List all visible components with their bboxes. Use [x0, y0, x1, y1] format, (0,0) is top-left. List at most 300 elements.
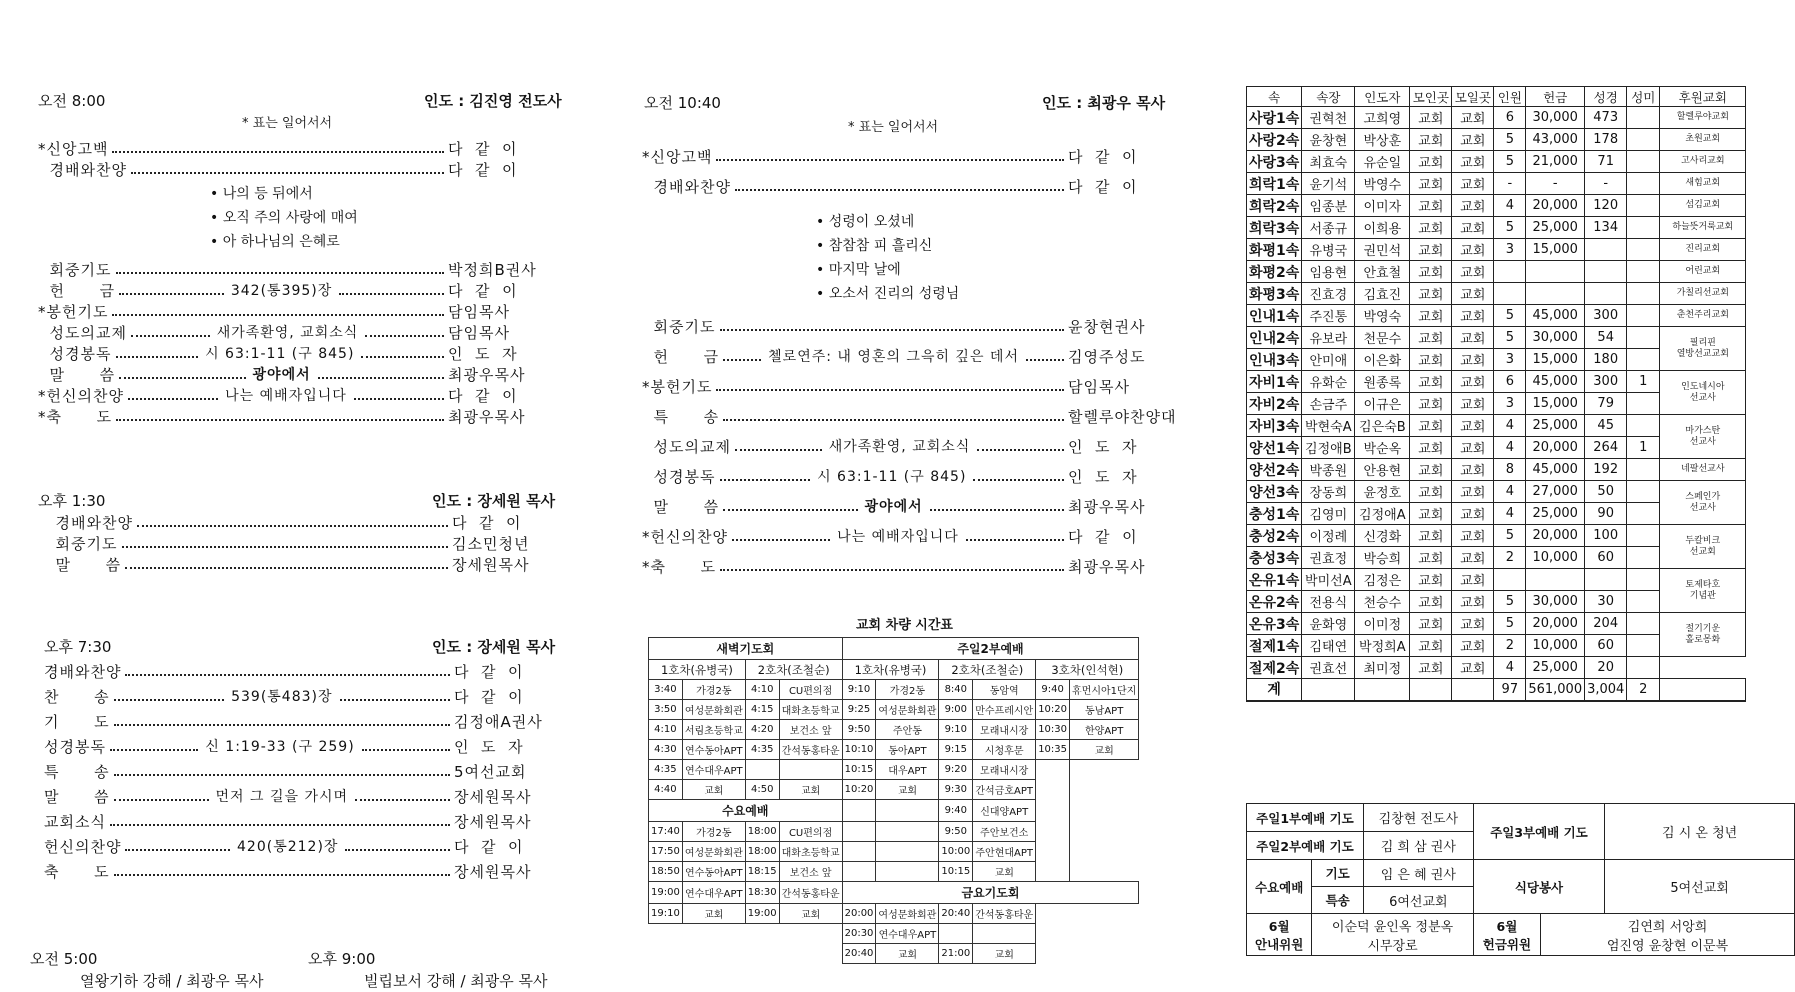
group-cell: 전용식 — [1302, 591, 1355, 613]
group-cell: - — [1526, 173, 1585, 195]
bus-stop: 교회 — [876, 944, 939, 964]
bus-stop: 동아APT — [876, 740, 939, 760]
group-cell: 안용현 — [1355, 459, 1410, 481]
service-item-detail: 광야에서 — [862, 496, 926, 516]
group-cell: 안효철 — [1355, 261, 1410, 283]
service-item-label: 찬 송 — [44, 687, 110, 706]
service-item-person: 5여선교회 — [454, 762, 527, 781]
song-item: • 나의 등 뒤에서 — [210, 186, 313, 202]
group-cell: 고희영 — [1355, 107, 1410, 129]
dotted-leader — [732, 531, 830, 541]
group-cell — [1627, 459, 1660, 481]
group-cell: 43,000 — [1526, 129, 1585, 151]
group-cell: 교회 — [1452, 437, 1494, 459]
total-cell — [1410, 679, 1452, 701]
bus-time: 4:20 — [745, 720, 779, 740]
service-item-person: 김소민청년 — [452, 534, 530, 553]
service-item-label: 회중기도 — [642, 317, 716, 336]
bus-time: 8:40 — [939, 680, 973, 700]
group-cell: 4 — [1494, 503, 1526, 525]
bus-stop: 서림초등학교 — [682, 720, 745, 740]
bus-stop: 연수동아APT — [682, 862, 745, 882]
table-row — [1247, 151, 1746, 173]
group-cell: 김정은 — [1355, 569, 1410, 591]
table-row — [1247, 173, 1746, 195]
group-cell: 유보라 — [1302, 327, 1355, 349]
group-name: 자비1속 — [1247, 371, 1302, 393]
group-cell: 교회 — [1452, 635, 1494, 657]
bus-row — [649, 700, 1139, 720]
car-1-header: 1호차(유병국) — [842, 660, 939, 680]
service-item-label: 성경봉독 — [44, 737, 106, 756]
bus-stop: 교회 — [1070, 740, 1139, 760]
bus-time: 9:50 — [939, 822, 973, 842]
bus-stop: 대화초등학교 — [779, 842, 842, 862]
group-cell: 15,000 — [1526, 349, 1585, 371]
supported-church: 고사리교회 — [1660, 151, 1746, 173]
bus-time — [1036, 862, 1070, 882]
table-row — [1247, 217, 1746, 239]
service-item-person: 다 같 이 — [448, 281, 518, 300]
bus-time: 17:50 — [649, 842, 683, 862]
group-cell: 교회 — [1452, 349, 1494, 371]
bus-time — [1036, 800, 1070, 822]
bus-stop: 가경2동 — [682, 822, 745, 842]
service-item-person: 김영주성도 — [1068, 347, 1146, 366]
offering-committee-label: 6월 헌금위원 — [1473, 914, 1540, 956]
supported-church: 두칼비크 선교회 — [1660, 525, 1746, 569]
bus-time: 10:10 — [842, 740, 876, 760]
service-item-person: 인 도 자 — [448, 344, 518, 363]
service-item-person: 다 같 이 — [454, 687, 524, 706]
wednesday-service-label: 수요예배 — [1247, 860, 1312, 914]
group-cell: 204 — [1585, 613, 1627, 635]
service-item-label: 경배와찬양 — [44, 513, 133, 532]
supported-church: 토제타호 기념관 — [1660, 569, 1746, 613]
service-item-label: 성도의교제 — [38, 323, 127, 342]
song-item: • 성령이 오셨네 — [816, 214, 915, 230]
bus-stop: 동남APT — [1070, 700, 1139, 720]
table-row — [1247, 415, 1746, 437]
table-row — [1247, 481, 1746, 503]
bus-row — [649, 842, 1139, 862]
group-cell: 180 — [1585, 349, 1627, 371]
group-cell: 2 — [1494, 547, 1526, 569]
bus-time: 10:20 — [842, 780, 876, 800]
bus-time: 4:15 — [745, 700, 779, 720]
bus-time: 9:30 — [939, 780, 973, 800]
bus-stop: 여성문화회관 — [682, 700, 745, 720]
group-cell: 45,000 — [1526, 305, 1585, 327]
group-cell — [1627, 129, 1660, 151]
car-2-header: 2호차(조철순) — [939, 660, 1036, 680]
dawn-prayer-header: 새벽기도회 — [649, 638, 843, 660]
bus-time: 10:35 — [1036, 740, 1070, 760]
bus-table — [648, 637, 1139, 964]
bus-stop: 주안보건소 — [973, 822, 1036, 842]
group-cell: 교회 — [1410, 107, 1452, 129]
service-item-detail: 시 63:1-11 (구 845) — [814, 466, 969, 486]
bus-row — [649, 822, 1139, 842]
group-cell: 윤정호 — [1355, 481, 1410, 503]
group-cell: 김태연 — [1302, 635, 1355, 657]
group-cell — [1627, 217, 1660, 239]
group-name: 충성1속 — [1247, 503, 1302, 525]
bus-stop: CU편의점 — [779, 680, 842, 700]
group-cell: 10,000 — [1526, 547, 1585, 569]
table-row — [1247, 239, 1746, 261]
standing-note: * 표는 일어서서 — [848, 120, 939, 135]
group-cell: 5 — [1494, 129, 1526, 151]
service-row — [642, 376, 1168, 396]
service-item-person: 김정애A권사 — [454, 712, 543, 731]
sunday-1st-prayer-value: 김창현 전도사 — [1363, 804, 1473, 832]
group-cell — [1627, 657, 1660, 679]
bus-time: 20:40 — [939, 904, 973, 924]
service-item-person: 다 같 이 — [448, 160, 518, 179]
service-item-label: *헌신의찬양 — [642, 527, 728, 546]
group-cell: 교회 — [1410, 349, 1452, 371]
service-item-person: 다 같 이 — [454, 837, 524, 856]
group-cell: 천문수 — [1355, 327, 1410, 349]
group-cell: 교회 — [1410, 371, 1452, 393]
wednesday-special-song-label: 특송 — [1312, 887, 1364, 914]
bus-time: 19:00 — [649, 882, 683, 904]
service-item-person: 최광우목사 — [448, 407, 526, 426]
group-cell: 45,000 — [1526, 371, 1585, 393]
service-item-label: 특 송 — [642, 407, 720, 426]
service-item-detail: 539(통483)장 — [228, 686, 335, 706]
group-cell: 54 — [1585, 327, 1627, 349]
service-row — [642, 316, 1168, 336]
service-item-detail: 342(통395)장 — [228, 280, 335, 300]
group-cell: 교회 — [1452, 591, 1494, 613]
bus-stop — [876, 862, 939, 882]
bus-stop: 간석동홍타운 — [779, 882, 842, 904]
service-item-person: 다 같 이 — [448, 386, 518, 405]
bus-stop: 가경2동 — [682, 680, 745, 700]
group-cell: 30,000 — [1526, 591, 1585, 613]
group-name: 사랑1속 — [1247, 107, 1302, 129]
service-time: 오전 8:00 — [38, 92, 106, 110]
table-row — [1247, 195, 1746, 217]
group-cell: 교회 — [1410, 525, 1452, 547]
group-cell: 79 — [1585, 393, 1627, 415]
car-2-header: 2호차(조철순) — [745, 660, 842, 680]
column-header: 속 — [1247, 87, 1302, 107]
group-name: 온유1속 — [1247, 569, 1302, 591]
service-item-detail: 420(통212)장 — [234, 836, 341, 856]
bus-time: 18:30 — [745, 882, 779, 904]
service-item-person: 인 도 자 — [454, 737, 524, 756]
total-cell: 2 — [1627, 679, 1660, 701]
group-cell: 유순일 — [1355, 151, 1410, 173]
group-cell: 3 — [1494, 349, 1526, 371]
group-cell — [1627, 195, 1660, 217]
supported-church: 초원교회 — [1660, 129, 1746, 151]
group-cell: 교회 — [1410, 393, 1452, 415]
group-cell: 임종분 — [1302, 195, 1355, 217]
service-item-label: *헌신의찬양 — [38, 386, 124, 405]
group-cell — [1627, 327, 1660, 349]
column-header: 성미 — [1627, 87, 1660, 107]
bus-stop: 교회 — [876, 780, 939, 800]
small-group-report — [1246, 86, 1746, 702]
bus-stop — [1070, 800, 1139, 822]
dotted-leader — [716, 151, 1064, 161]
service-row — [642, 146, 1168, 166]
group-cell: 2 — [1494, 635, 1526, 657]
service-row — [642, 436, 1168, 456]
bus-stop: 신대양APT — [973, 800, 1036, 822]
bus-time: 20:40 — [842, 944, 876, 964]
group-cell: 서종규 — [1302, 217, 1355, 239]
group-cell: 3 — [1494, 239, 1526, 261]
column-header: 모인곳 — [1410, 87, 1452, 107]
supported-church: 네팔선교사 — [1660, 459, 1746, 481]
service-item-person: 다 같 이 — [1068, 527, 1138, 546]
group-cell: 5 — [1494, 217, 1526, 239]
group-name: 사랑2속 — [1247, 129, 1302, 151]
bus-stop — [1070, 862, 1139, 882]
bus-stop: 여성문화회관 — [876, 904, 939, 924]
bus-time: 4:30 — [649, 740, 683, 760]
group-cell: 박정희A — [1355, 635, 1410, 657]
group-name: 충성2속 — [1247, 525, 1302, 547]
bus-time: 3:50 — [649, 700, 683, 720]
group-cell: 교회 — [1452, 261, 1494, 283]
bus-row — [649, 924, 1139, 944]
service-item-label: 성도의교제 — [642, 437, 731, 456]
total-cell: 561,000 — [1526, 679, 1585, 701]
group-cell — [1627, 415, 1660, 437]
group-cell: 교회 — [1452, 569, 1494, 591]
bus-time: 19:10 — [649, 904, 683, 924]
group-cell: 교회 — [1452, 547, 1494, 569]
group-cell — [1627, 107, 1660, 129]
group-cell: 박현숙A — [1302, 415, 1355, 437]
group-cell: 25,000 — [1526, 503, 1585, 525]
sunday-2nd-prayer-label: 주일2부예배 기도 — [1247, 832, 1364, 860]
car-1-header: 1호차(유병국) — [649, 660, 746, 680]
group-cell: 교회 — [1452, 173, 1494, 195]
dotted-leader — [735, 441, 822, 451]
bus-stop: CU편의점 — [779, 822, 842, 842]
bus-time: 21:00 — [939, 944, 973, 964]
group-cell: 윤기석 — [1302, 173, 1355, 195]
group-cell — [1627, 151, 1660, 173]
group-cell — [1494, 569, 1526, 591]
column-header: 인도자 — [1355, 87, 1410, 107]
group-cell: 교회 — [1410, 283, 1452, 305]
group-cell: 50 — [1585, 481, 1627, 503]
group-cell: 178 — [1585, 129, 1627, 151]
column-header: 모일곳 — [1452, 87, 1494, 107]
group-cell: 박미선A — [1302, 569, 1355, 591]
column-header: 성경 — [1585, 87, 1627, 107]
group-cell: 손금주 — [1302, 393, 1355, 415]
bus-row — [649, 680, 1139, 700]
bus-stop: 교회 — [682, 904, 745, 924]
service-item-person: 담임목사 — [1068, 377, 1130, 396]
night-service-time: 오후 9:00 — [308, 950, 376, 968]
group-cell: 천승수 — [1355, 591, 1410, 613]
bus-time: 4:40 — [649, 780, 683, 800]
bus-time — [842, 800, 876, 822]
wednesday-prayer-label: 기도 — [1312, 860, 1364, 887]
bus-stop: 주안동 — [876, 720, 939, 740]
wednesday-service-header: 수요예배 — [649, 800, 843, 822]
group-cell: 교회 — [1452, 459, 1494, 481]
group-cell: 박종원 — [1302, 459, 1355, 481]
group-name: 인내2속 — [1247, 327, 1302, 349]
group-cell: 교회 — [1452, 239, 1494, 261]
group-cell: 교회 — [1410, 459, 1452, 481]
service-item-label: *축 도 — [642, 557, 717, 576]
group-cell — [1494, 261, 1526, 283]
group-cell: 30,000 — [1526, 327, 1585, 349]
group-name: 화평2속 — [1247, 261, 1302, 283]
group-cell: 45,000 — [1526, 459, 1585, 481]
kitchen-service-label: 식당봉사 — [1473, 860, 1604, 914]
service-item-person: 박정희B권사 — [448, 260, 537, 279]
bus-time: 9:40 — [939, 800, 973, 822]
group-cell: 5 — [1494, 327, 1526, 349]
group-cell: 최미정 — [1355, 657, 1410, 679]
service-row — [642, 346, 1168, 366]
bus-time: 18:00 — [745, 822, 779, 842]
group-cell: 김효진 — [1355, 283, 1410, 305]
group-cell: - — [1494, 173, 1526, 195]
group-cell: 이미자 — [1355, 195, 1410, 217]
group-cell: 4 — [1494, 657, 1526, 679]
service-item-person: 다 같 이 — [1068, 147, 1138, 166]
group-cell: 15,000 — [1526, 239, 1585, 261]
group-name: 절제2속 — [1247, 657, 1302, 679]
group-name: 희락1속 — [1247, 173, 1302, 195]
bus-time: 3:40 — [649, 680, 683, 700]
group-cell: 김은숙B — [1355, 415, 1410, 437]
sunday-3rd-prayer-label: 주일3부예배 기도 — [1473, 804, 1604, 860]
table-row — [1247, 459, 1746, 481]
service-item-detail: 먼저 그 길을 가시며 — [213, 786, 352, 806]
group-cell: 교회 — [1452, 393, 1494, 415]
service-item-person: 장세원목사 — [454, 812, 532, 831]
service-item-detail: 시 63:1-11 (구 845) — [202, 343, 357, 363]
bus-stop: 가경2동 — [876, 680, 939, 700]
supported-church: 할렐루야교회 — [1660, 107, 1746, 129]
group-cell: 100 — [1585, 525, 1627, 547]
bus-time: 17:40 — [649, 822, 683, 842]
supported-church: 필리핀 열방선교교회 — [1660, 327, 1746, 371]
bus-stop: 모래내시장 — [973, 720, 1036, 740]
group-cell: 20,000 — [1526, 437, 1585, 459]
group-cell: 교회 — [1410, 569, 1452, 591]
group-cell: 안미애 — [1302, 349, 1355, 371]
service-leader: 인도 : 김진영 전도사 — [424, 92, 562, 110]
group-cell: 264 — [1585, 437, 1627, 459]
bus-stop — [876, 800, 939, 822]
early-service-desc: 열왕기하 강해 / 최광우 목사 — [80, 972, 264, 990]
table-row — [1247, 305, 1746, 327]
bus-time: 10:00 — [939, 842, 973, 862]
dotted-leader — [735, 181, 1064, 191]
supported-church: 섬김교회 — [1660, 195, 1746, 217]
bus-stop: 연수대우APT — [682, 882, 745, 904]
supported-church: 스페인가 선교사 — [1660, 481, 1746, 525]
friday-prayer-header: 금요기도회 — [842, 882, 1139, 904]
group-cell: 45 — [1585, 415, 1627, 437]
bus-time: 18:00 — [745, 842, 779, 862]
group-cell: 유화순 — [1302, 371, 1355, 393]
duty-table — [1246, 803, 1795, 956]
group-cell: 120 — [1585, 195, 1627, 217]
service-row — [642, 406, 1177, 426]
service-item-person: 장세원목사 — [454, 862, 532, 881]
dotted-leader — [973, 471, 1064, 481]
supported-church: 하늘뜻거룩교회 — [1660, 217, 1746, 239]
service-time: 오후 7:30 — [44, 638, 112, 656]
group-cell: 300 — [1585, 305, 1627, 327]
bus-stop: 여성문화회관 — [682, 842, 745, 862]
group-cell: 이희용 — [1355, 217, 1410, 239]
group-cell: 교회 — [1452, 305, 1494, 327]
group-cell: 교회 — [1410, 591, 1452, 613]
bus-time: 10:15 — [842, 760, 876, 780]
group-cell: 5 — [1494, 151, 1526, 173]
service-time: 오후 1:30 — [38, 492, 106, 510]
group-cell: 교회 — [1452, 481, 1494, 503]
table-row — [1247, 261, 1746, 283]
group-cell: 20 — [1585, 657, 1627, 679]
group-cell — [1627, 547, 1660, 569]
group-name: 온유2속 — [1247, 591, 1302, 613]
group-cell: 박영숙 — [1355, 305, 1410, 327]
group-cell: 4 — [1494, 481, 1526, 503]
bus-time — [842, 862, 876, 882]
service-item-person: 다 같 이 — [452, 513, 522, 532]
group-cell — [1526, 569, 1585, 591]
group-cell: 30 — [1585, 591, 1627, 613]
group-cell — [1627, 481, 1660, 503]
group-cell: 교회 — [1410, 657, 1452, 679]
bus-time: 9:10 — [939, 720, 973, 740]
bus-time: 20:00 — [842, 904, 876, 924]
bus-time: 4:10 — [649, 720, 683, 740]
bus-stop — [779, 760, 842, 780]
bus-time: 4:10 — [745, 680, 779, 700]
bus-time: 4:35 — [649, 760, 683, 780]
group-name: 절제1속 — [1247, 635, 1302, 657]
service-row — [642, 466, 1168, 486]
service-row — [642, 526, 1168, 546]
table-row — [1247, 525, 1746, 547]
bus-stop: 연수대우APT — [682, 760, 745, 780]
bus-stop — [973, 924, 1036, 944]
table-row — [1247, 327, 1746, 349]
service-item-person: 인 도 자 — [1068, 437, 1138, 456]
table-row — [1247, 613, 1746, 635]
group-cell: 교회 — [1410, 481, 1452, 503]
service-item-detail: 나는 예배자입니다 — [222, 385, 350, 405]
group-cell — [1627, 635, 1660, 657]
service-item-person: 최광우목사 — [1068, 557, 1146, 576]
group-cell — [1627, 613, 1660, 635]
group-cell: 교회 — [1452, 327, 1494, 349]
group-cell: 교회 — [1452, 503, 1494, 525]
bus-time: 9:00 — [939, 700, 973, 720]
group-name: 희락3속 — [1247, 217, 1302, 239]
